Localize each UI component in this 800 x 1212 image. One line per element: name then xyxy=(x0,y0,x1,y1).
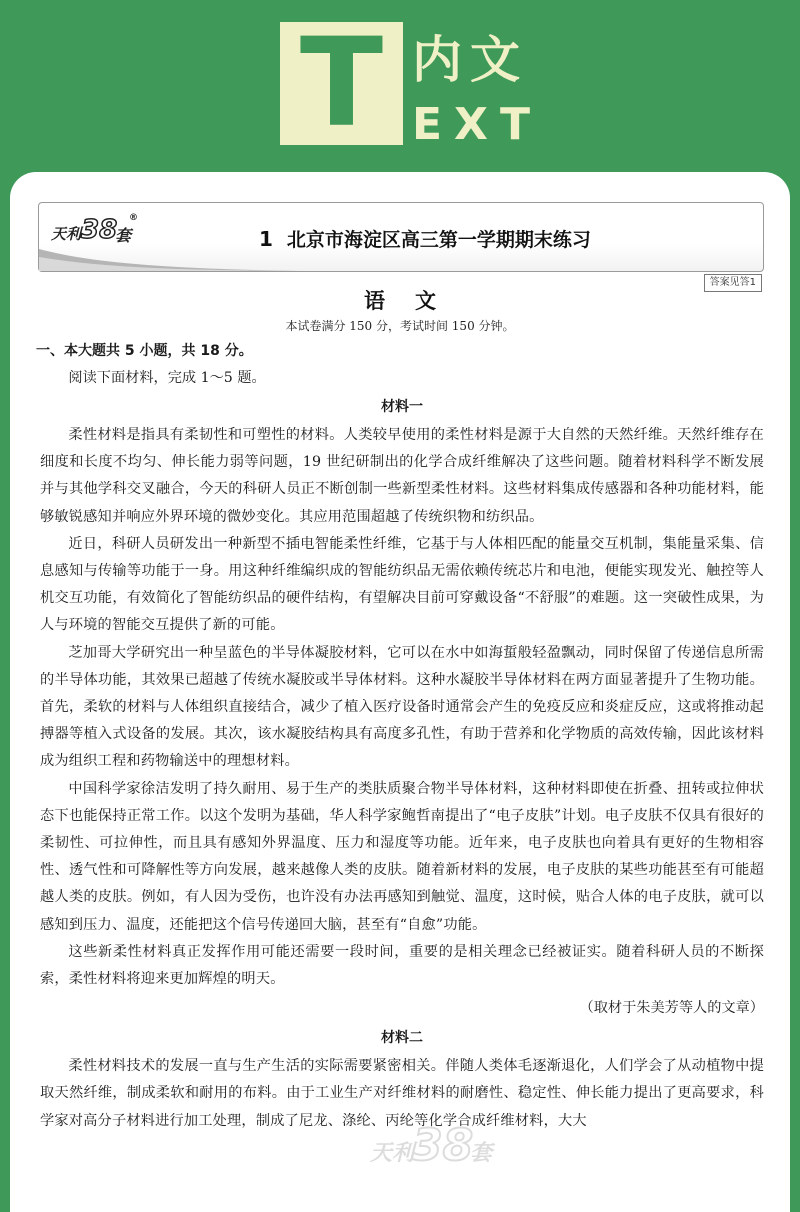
paragraph: 芝加哥大学研究出一种呈蓝色的半导体凝胶材料，它可以在水中如海蜇般轻盈飘动，同时保留了传递信息所需的半导体功能，其效果已超越了传统水凝胶或半导体材料。这种水凝胶半导体材料在两方面显著提升了生物功能。首先，柔软的材料与人体组织直接结合，减少了植入医疗设备时通常会产生的免疫反应和炎症反应，这或将推动起搏器等植入式设备的发展。其次，该水凝胶结构具有高度多孔性，有助于营养和化学物质的高效传输，因此该材料成为组织工程和药物输送中的理想材料。 xyxy=(40,644,764,770)
exam-header xyxy=(38,202,764,272)
paragraph: 中国科学家徐洁发明了持久耐用、易于生产的类肤质聚合物半导体材料，这种材料即使在折叠、扭转或拉伸状态下也能保持正常工作。以这个发明为基础，华人科学家鲍哲南提出了“电子皮肤”计划。电子皮肤不仅具有很好的柔韧性、可拉伸性，而且具有感知外界温度、压力和湿度等功能。近年来，电子皮肤也向着具有更好的生物相容性、透气性和可降解性等方向发展，越来越像人类的皮肤。随着新材料的发展，电子皮肤的某些功能甚至有可能超越人类的皮肤。例如，有人因为受伤，也许没有办法再感知到触觉、温度，这时候，贴合人体的电子皮肤，就可以感知到压力、温度，还能把这个信号传递回大脑，甚至有“自愈”功能。 xyxy=(40,780,764,933)
tianli-38-watermark: 天利 38 套 xyxy=(370,1120,493,1171)
paper-card xyxy=(10,172,790,1212)
section-heading: 一、本大题共 5 小题，共 18 分。 xyxy=(36,343,253,359)
source-citation: （取材于朱美芳等人的文章） xyxy=(579,1000,764,1017)
paragraph: 柔性材料技术的发展一直与生产生活的实际需要紧密相关。伴随人类体毛逐渐退化，人们学会了从动植物中提取天然纤维，制成柔软和耐用的布料。由于工业生产对纤维材料的耐磨性、稳定性、伸长能力提出了更高要求，科学家对高分子材料进行加工处理，制成了尼龙、涤纶、丙纶等化学合成纤维材料，大大 xyxy=(40,1058,764,1129)
exam-title-text: 北京市海淀区高三第一学期期末练习 xyxy=(286,229,591,251)
tianli-38-logo: 天利 38 套 ® xyxy=(51,213,138,245)
paragraph: 这些新柔性材料真正发挥作用可能还需要一段时间，重要的是相关理念已经被证实。随着科研人员的不断探索，柔性材料将迎来更加辉煌的明天。 xyxy=(40,943,764,988)
exam-note: 本试卷满分 150 分，考试时间 150 分钟。 xyxy=(285,319,515,333)
material-two-title: 材料二 xyxy=(381,1030,423,1047)
paragraph: 近日，科研人员研发出一种新型不插电智能柔性纤维，它基于与人体相匹配的能量交互机制，集能量采集、信息感知与传输等功能于一身。用这种纤维编织成的智能纺织品无需依赖传统芯片和电池，便能实现发光、触控等人机交互功能，有效简化了智能纺织品的硬件结构，有望解决目前可穿戴设备“不舒服”的难题。这一突破性成果，为人与环境的智能交互提供了新的可能。 xyxy=(40,535,764,634)
paragraph: 柔性材料是指具有柔韧性和可塑性的材料。人类较早使用的柔性材料是源于大自然的天然纤维。天然纤维存在细度和长度不均匀、伸长能力弱等问题，19 世纪研制出的化学合成纤维解决了这些问题。随着材料科学不断发展并与其他学科交叉融合，今天的科研人员正不断创制一些新型柔性材料。这些材料集成传感器和各种功能材料，能够敏锐感知并响应外界环境的微妙变化。其应用范围超越了传统织物和纺织品。 xyxy=(40,427,764,525)
exam-content xyxy=(36,338,764,1135)
banner-en-title: EXT xyxy=(412,99,542,150)
t-logo-box xyxy=(280,12,403,154)
subject-title: 语文 xyxy=(364,288,466,313)
material-one-title: 材料一 xyxy=(381,399,423,415)
answer-reference-tag: 答案见答1 xyxy=(704,274,762,292)
banner-cn-title: 内文 xyxy=(412,31,528,89)
section-instruction: 阅读下面材料，完成 1～5 题。 xyxy=(68,370,266,386)
exam-title xyxy=(259,225,591,252)
banner xyxy=(0,0,800,190)
t-letter: T xyxy=(299,12,384,154)
exam-number: 1 xyxy=(259,227,273,251)
